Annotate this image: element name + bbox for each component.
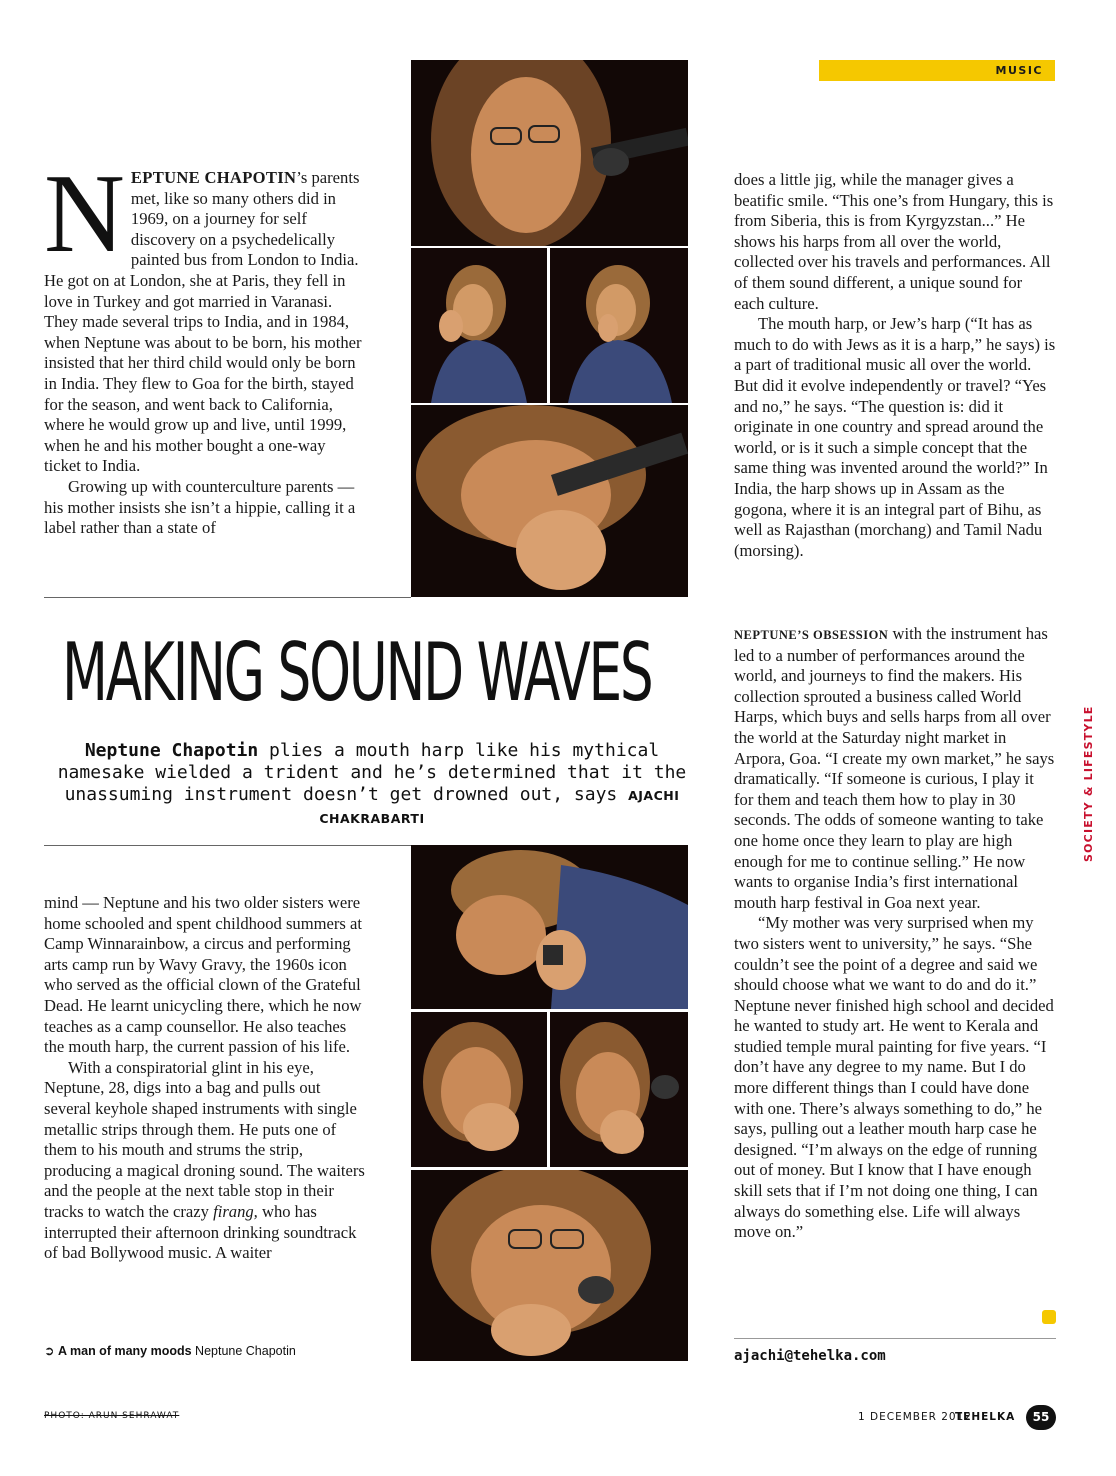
photo-caption <box>44 1343 296 1358</box>
italic-word: firang, <box>213 1201 258 1221</box>
paragraph: mind — Neptune and his two older sisters were home schooled and spent childhood summers at Camp Winnarainbow, a circus and performing arts camp run by Wavy Gravy, the 1960s icon who served as the official clown of the Grateful Dead. He learnt unicycling there, which he now teaches as a camp counsellor. He also teaches the mouth harp, the current passion of his life. <box>44 893 362 1057</box>
caption-text: Neptune Chapotin <box>191 1344 296 1358</box>
photo-playing-left <box>411 248 547 403</box>
photo-collage-top <box>411 60 688 597</box>
paragraph: “My mother was very surprised when my two sisters went to university,” he says. “She couldn’t see the point of a degree and said we should choose what we want to do and do it.” Neptune never finished high school and decided he wanted to study art. He went to Kerala and studied temple mural painting for five years. “I don’t have any degree to my name. But I do more different things than I could have done with one. There’s always something to do,” he says, pulling out a leather mouth harp case he designed. “I’m always on the edge of running out of money. But I know that I have enough skill sets that if I’m not doing one thing, I can always do something else. Life will always move on.” <box>734 913 1054 1242</box>
paragraph: does a little jig, while the manager gives a beatific smile. “This one’s from Hungary, this is from Siberia, this is from Kyrgyzstan...” He shows his harps from all over the world, collected over his travels and performances. All of them sound different, a unique sound for each culture. <box>734 170 1054 313</box>
caption-bold: A man of many moods <box>57 1344 192 1358</box>
photo-eyes-closed <box>411 405 688 597</box>
deck-text: plies a mouth harp like his mythical namesake wielded a trident and he’s determined that it the unassuming instrument doesn’t get drowned out, says <box>57 740 687 805</box>
column-1-top <box>44 152 366 539</box>
photo-grimace-right <box>550 1012 688 1167</box>
paragraph: With a conspiratorial glint in his eye, Neptune, 28, digs into a bag and pulls out several keyhole shaped instruments with single metallic strips through them. He puts one of them to his mouth and strums the strip, producing a magical droning sound. The waiters and the people at the next table stop in their tracks to watch the crazy firang, who has interrupted their afternoon drinking soundtrack of bad Bollywood music. A waiter <box>44 1057 365 1263</box>
photo-grimace-left <box>411 1012 547 1167</box>
divider <box>44 597 411 598</box>
section-label: MUSIC <box>819 60 1055 81</box>
divider <box>44 845 411 846</box>
footer-magazine: TEHELKA <box>955 1411 1016 1423</box>
divider <box>734 1338 1056 1339</box>
drop-cap: N <box>44 152 125 276</box>
photo-playing-right <box>550 248 688 403</box>
arrow-icon: ➲ <box>44 1344 55 1358</box>
photo-hands-harp <box>411 845 688 1009</box>
paragraph: The mouth harp, or Jew’s harp (“It has as much to do with Jews as it is a harp,” he says) is a part of traditional music all over the world. But did it evolve independently or travel? “Yes and no,” he says. “The question is: did it originate in one country and spread around the world, or is it such a simple concept that the same thing was invented around the world?” In India, the harp shows up in Assam as the gogona, where it is an integral part of Bihu, as well as Rajasthan (morchang) and Tamil Nadu (morsing). <box>734 314 1056 560</box>
paragraph: with the instrument has led to a number of performances around the world, and journeys to find the makers. His collection sprouted a business called World Harps, which buys and sells harps from all over the world at the Saturday night market in Arpora, Goa. “I create my own market,” he says dramatically. “If someone is curious, I play it for them and teach them how to play in 30 seconds. The odds of someone wanting to take one home once they learn to play are high enough for me to continue selling.” He now wants to organise India’s first international mouth harp festival in Goa next year. <box>734 624 1055 912</box>
deck <box>52 740 692 830</box>
column-3-bottom <box>734 624 1056 1243</box>
photo-credit: PHOTO: ARUN SEHRAWAT <box>44 1411 180 1421</box>
lead-caps: EPTUNE CHAPOTIN <box>130 168 297 187</box>
photo-face-singing <box>411 60 688 246</box>
byline: AJACHI CHAKRABARTI <box>319 788 680 826</box>
photo-collage-bottom <box>411 845 688 1361</box>
paragraph: Growing up with counterculture parents — his mother insists she isn’t a hippie, calling it a label rather than a state of <box>44 476 356 538</box>
headline: MAKING SOUND WAVES <box>62 626 652 719</box>
deck-lead-name: Neptune Chapotin <box>84 740 259 761</box>
end-mark-icon <box>1042 1310 1056 1324</box>
footer-date: 1 DECEMBER 2012 <box>858 1411 972 1423</box>
photo-harp-mouth <box>411 1170 688 1361</box>
author-email[interactable]: ajachi@tehelka.com <box>734 1348 886 1364</box>
lead-caps: NEPTUNE’S OBSESSION <box>734 628 889 642</box>
paragraph: ’s parents met, like so many others did in 1969, on a journey for self discovery on a psychedelically painted bus from London to India. He got on at London, she at Paris, they fell in love in Turkey and got married in Varanasi. They made several trips to India, and in 1984, when Neptune was about to be born, his mother insisted that her third child would only be born in India. They flew to Goa for the birth, stayed for the season, and went back to California, where he would grow up and live, until 1999, when he and his mother bought a one-way ticket to India. <box>44 168 362 476</box>
column-1-bottom <box>44 893 366 1264</box>
column-3-top <box>734 170 1056 561</box>
vertical-section-label: SOCIETY & LIFESTYLE <box>1082 705 1095 862</box>
page-number: 55 <box>1026 1405 1056 1430</box>
